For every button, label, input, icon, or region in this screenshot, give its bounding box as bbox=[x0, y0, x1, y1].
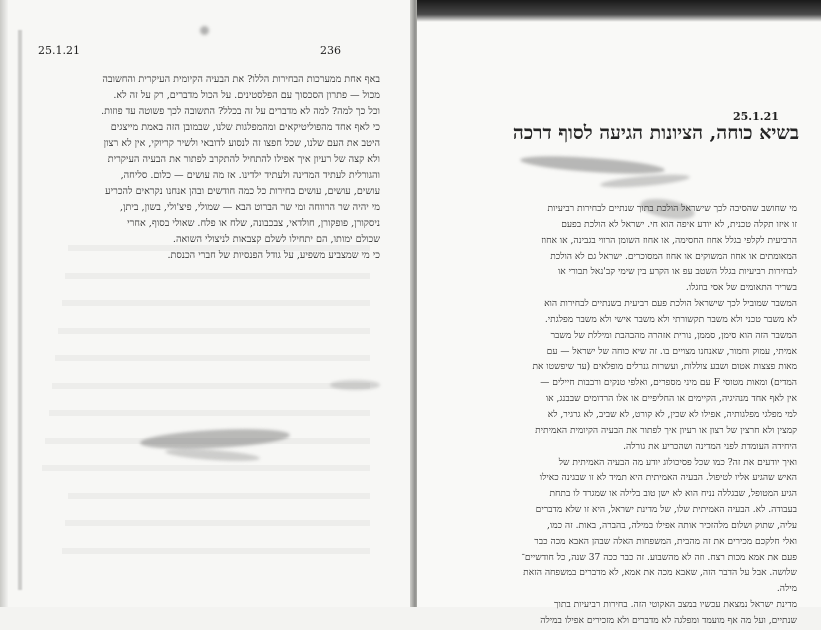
show-through-line bbox=[65, 273, 370, 296]
text-line: ואיך יודעים את זה? כמו שכל פסיכולוג יודע מה הבעיה האמיתית של bbox=[558, 457, 797, 468]
text-line: זו איזו תקלה טכנית, לא יודע איפה הוא חי. ישראל לא הולכת בפעם bbox=[561, 219, 797, 230]
right-page bbox=[417, 0, 821, 626]
text-line: היחידה העומדת לפני המדינה ושהכריע את גורלה. bbox=[623, 441, 797, 452]
text-line: המדים) ומאות מטוסי F עם מיני מספרים, ואלפי טנקים ורבבות חיילים — bbox=[540, 378, 797, 389]
show-through-line bbox=[42, 465, 370, 488]
text-line: עליה, שתוק ושלום מלהזכיר אותה אפילו במילה, בהברה, באות. זה כמו, bbox=[546, 520, 797, 531]
left-page-number: 236 bbox=[320, 44, 341, 57]
text-line: בעבודה. לא. הבעיה האמיתית שלו, של מדינת ישראל, היא זו שלא מדברים bbox=[535, 505, 797, 516]
text-line: המשבר שמוביל לכך שישראל הולכת פעם רביעית בשנתיים לבחירות הוא bbox=[544, 299, 797, 310]
right-page-date: 25.1.21 bbox=[733, 110, 779, 123]
text-line: שכולם ימותו, הם יתחילו לשלם קצבאות לניצולי השואה. bbox=[172, 234, 380, 245]
scan-streak bbox=[18, 30, 22, 590]
text-line: פעם את אמא מכות רצח. וזה לא מהשבוע. זה כבר ככה 37 שנה, כל חודשיים־ bbox=[521, 552, 797, 563]
show-through-line bbox=[65, 520, 370, 543]
text-line: מילה. bbox=[776, 584, 797, 595]
text-line: והגורלית לעתיד המדינה ולעתיד ילדינו. אז מה עושים — כלום. סליחה, bbox=[120, 170, 380, 181]
article-title: בשיא כוחה, הציונות הגיעה לסוף דרכה bbox=[512, 122, 799, 144]
text-line: אמיתי, עמוק וחמור, שאנחנו מצויים בו. זה שיא כוחה של ישראל — עם bbox=[546, 346, 797, 357]
text-line: לא משבר טכני ולא משבר תקשורתי ולא משבר אישי ולא משבר מפלגתי. bbox=[544, 314, 797, 325]
text-line: האיש שהגיע אליו לטיפול. הבעיה האמיתית היא תמיד לא זו שבגינה כאילו bbox=[539, 473, 797, 484]
show-through-line bbox=[62, 300, 370, 323]
text-line: מאות פצצות אטום ושבע צוללות, ועשרות גנרלים מופלאים (עד שיפשטו את bbox=[532, 362, 797, 373]
text-line: מדינת ישראל נמצאת עכשיו במצב האקוטי הזה. בחירות רביעיות בתוך bbox=[554, 600, 797, 611]
left-page bbox=[0, 0, 415, 607]
text-line: וכל כך למה? למה לא מדברים על זה בכלל? התשובה לכך פשוטה עד פוזות. bbox=[101, 106, 380, 117]
left-page-edge-shadow bbox=[0, 0, 8, 607]
show-through-text bbox=[42, 240, 370, 570]
show-through-line bbox=[55, 355, 370, 378]
right-page-body bbox=[475, 202, 797, 630]
show-through-line bbox=[49, 410, 370, 433]
text-line: ולא קצה של רעיון איך אפילו להתחיל להתקרב לפתור את הבעיה העיקרית bbox=[107, 154, 380, 165]
show-through-line bbox=[52, 383, 370, 406]
text-line: הרביעית לקלפי בגלל אחוז החסימה, או אחוז השומן הרווי בגבינה, או אחוז bbox=[541, 235, 797, 246]
show-through-line bbox=[58, 328, 370, 351]
text-line: המשבר הזה הוא סימן, סממן, נורית אזהרה מהבהבת ומיללת של משבר bbox=[550, 330, 797, 341]
text-line: שנתיים, ועל מה אף מועמד ומפלגה לא מדברים ולא מזכירים אפילו במילה bbox=[540, 615, 797, 626]
text-line: המאומתים או אחוז המשוקים או אחוז המסוכרים. ישראל גם לא הולכת bbox=[550, 251, 797, 262]
text-line: שלושה. אבל על הדבר הזה, שאבא מכה את אמא, לא מדברים במשפחה הזאת bbox=[523, 568, 797, 579]
show-through-line bbox=[68, 245, 370, 268]
ink-smudge bbox=[200, 26, 209, 35]
text-line: כי לאף אחד מהפוליטיקאים ומהמפלגות שלנו, שבמובן הזה באמת מייצגים bbox=[110, 122, 380, 133]
show-through-line bbox=[68, 493, 370, 516]
left-page-body bbox=[30, 72, 380, 264]
text-line: מי שחושב שהסיבה לכך שישראל הולכת בתוך שנתיים לבחירות רביעיות bbox=[547, 204, 797, 214]
text-line: עושים, עושים, עושים בחירות כל כמה חודשים ובהן אנחנו נקראים להכריע bbox=[105, 186, 380, 197]
text-line: בשריר התאומים של אסי בוזגלו. bbox=[685, 283, 797, 294]
show-through-line bbox=[62, 548, 370, 571]
text-line: קמצין ולא חרצין של רצון או רעיון איך לפתור את הבעיה הקיומית האמיתית bbox=[535, 425, 797, 436]
text-line: לבחירות רביעיות בגלל השטב עפ או הקרע בין שימי קב'נאל תבורי או bbox=[557, 267, 797, 278]
text-line: באף אחת ממערכות הבחירות הללו? את הבעיה הקיומית העיקרית והחשובה bbox=[102, 74, 380, 85]
left-page-date: 25.1.21 bbox=[38, 44, 80, 57]
text-line: מכול — פתרון הסכסוך עם הפלסטינים. על הכול מדברים, רק על זה לא. bbox=[113, 90, 380, 101]
text-line: הגיע המטופל, שבגללה נניח הוא לא ישן טוב בלילה או שמגרד לו בתחת bbox=[549, 489, 797, 500]
text-line: ואלי חלקכם מכירים את זה מהבית, המשפחות האלה שבהן האבא מכה כבר bbox=[534, 536, 797, 547]
text-line: ניסקורן, פופקורן, חולדאי, צבכבונה, שלח או פלח. שאולי בסוף, אחרי bbox=[127, 218, 380, 229]
text-line: מי יהיה שר הרווחה ומי שר הברוט הבא — שמולי, פיצ'ולי, בשון, ביתן, bbox=[119, 202, 380, 213]
text-line: היטב את העם שלנו, שכל חפצו זה לנסוע לדובאי ולשיר קריוקי, אין לא רצון bbox=[103, 138, 380, 149]
scanner-edge bbox=[417, 0, 821, 22]
text-line: כי מי שמצביע משפיע, על גודל הפנסיות של חברי הכנסת. bbox=[167, 250, 380, 261]
ink-smudge bbox=[330, 380, 380, 390]
text-line: אין לאף אחד מנהיגיה, הקיימים או החליפיים או אלו הרדומים שבבנג, או bbox=[545, 394, 797, 405]
text-line: למי מפלגי מפלגותיה, אפילו לא שכין, לא קורט, לא שביב, לא גרגיר, לא bbox=[547, 409, 797, 420]
